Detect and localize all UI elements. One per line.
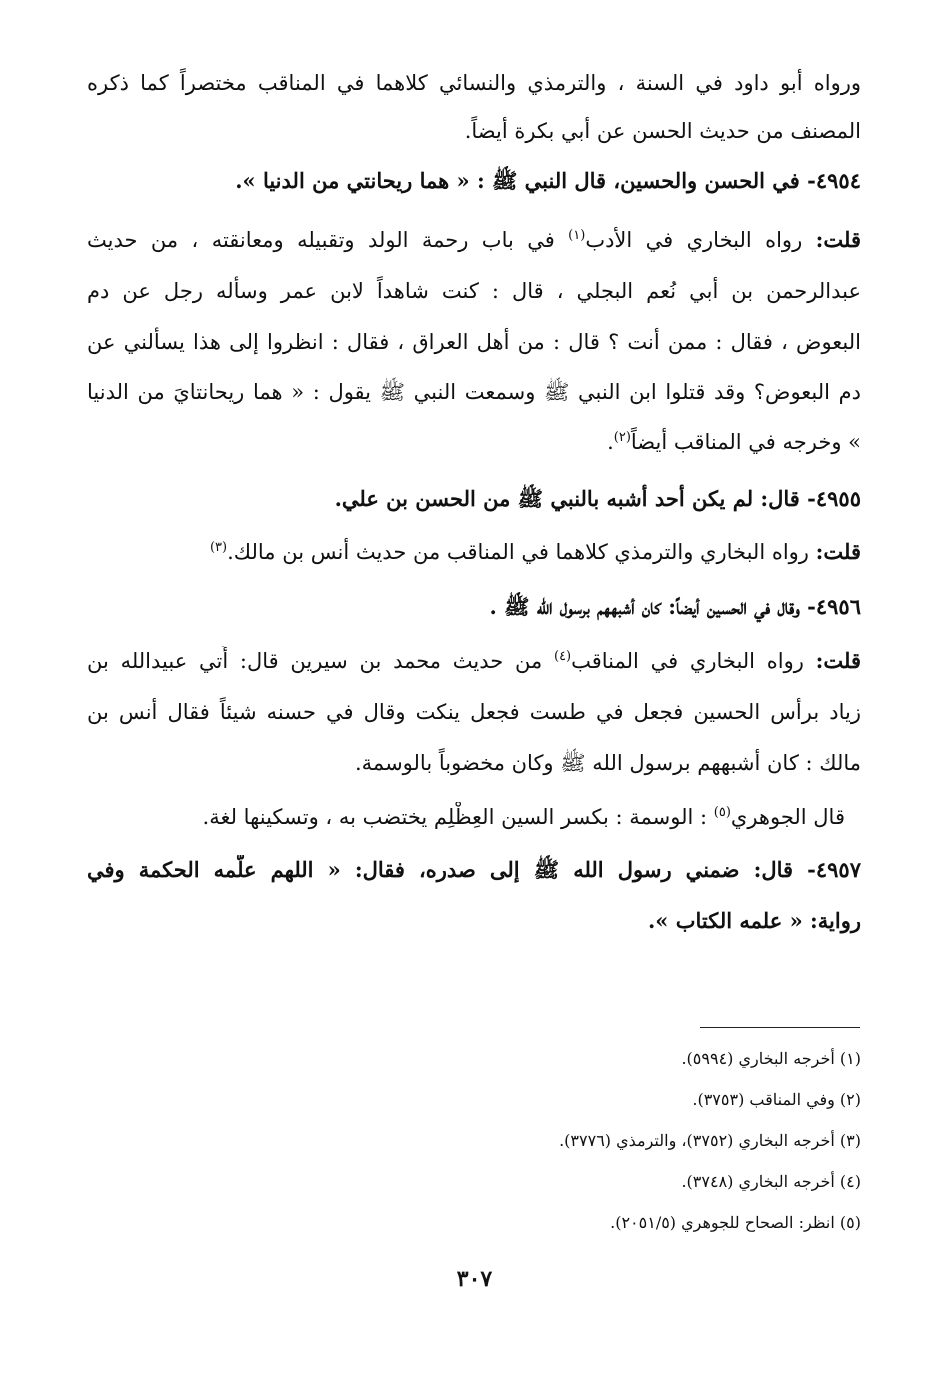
comment-4954-line-1 bbox=[87, 225, 861, 265]
qultu-label: قلت: bbox=[815, 227, 861, 252]
hadith-4957-line-2: رواية: « علمه الكتاب ». bbox=[648, 908, 861, 933]
jawhari-note bbox=[87, 802, 845, 842]
comment-text: رواه البخاري والترمذي كلاهما في المناقب من حديث أنس بن مالك. bbox=[227, 540, 816, 564]
footnote-divider bbox=[700, 1027, 860, 1028]
comment-text: . bbox=[607, 430, 614, 454]
text-line-2: المصنف من حديث الحسن عن أبي بكرة أيضاً. bbox=[464, 119, 861, 143]
comment-4954-line-5 bbox=[87, 427, 861, 467]
footnote-ref-5[interactable]: (٥) bbox=[713, 805, 731, 820]
footnote-ref-2[interactable]: (٢) bbox=[613, 430, 631, 445]
comment-text: من حديث محمد بن سيرين قال: أُتي عبيدالله بن bbox=[87, 649, 554, 673]
comment-4956-line-1 bbox=[87, 646, 861, 686]
hadith-4954-heading: ٤٩٥٤- في الحسن والحسين، قال النبي ﷺ : « هما ريحانتي من الدنيا ». bbox=[235, 168, 861, 193]
footnote-ref-1[interactable]: (١) bbox=[568, 228, 586, 243]
comment-text: رواه البخاري في الأدب bbox=[585, 228, 816, 252]
comment-4954-line-3: البعوض ، فقال : ممن أنت ؟ قال : من أهل العراق ، فقال : انظروا إلى هذا يسألني عن bbox=[87, 330, 861, 354]
footnote-ref-4[interactable]: (٤) bbox=[553, 649, 572, 664]
qultu-label: قلت: bbox=[815, 539, 861, 564]
comment-text: » وخرجه في المناقب أيضاً bbox=[630, 430, 861, 454]
comment-4954-line-2: عبدالرحمن بن أبي نُعم البجلي ، قال : كنت شاهداً لابن عمر وسأله رجل عن دم bbox=[87, 279, 861, 303]
footnote-3: (٣) أخرجه البخاري (٣٧٥٢)، والترمذي (٣٧٧٦). bbox=[559, 1131, 861, 1150]
hadith-4957-heading: ٤٩٥٧- قال: ضمني رسول الله ﷺ إلى صدره، فقال: « اللهم علّمه الحكمة وفي bbox=[87, 857, 861, 882]
comment-text: رواه البخاري في المناقب bbox=[571, 649, 816, 673]
footnote-2: (٢) وفي المناقب (٣٧٥٣). bbox=[692, 1090, 861, 1109]
footnote-5: (٥) انظر: الصحاح للجوهري (٢٠٥١/٥). bbox=[610, 1213, 861, 1232]
comment-4955-line-1 bbox=[87, 537, 861, 577]
footnote-1: (١) أخرجه البخاري (٥٩٩٤). bbox=[681, 1049, 861, 1068]
hadith-4956-heading: ٤٩٥٦- وقال في الحسين أيضاً: كان أشبههم برسول الله ﷺ . bbox=[489, 594, 861, 619]
text-line-1: ورواه أبو داود في السنة ، والترمذي والنسائي كلاهما في المناقب مختصراً كما ذكره bbox=[87, 71, 861, 95]
footnote-ref-3[interactable]: (٣) bbox=[209, 540, 228, 555]
hadith-4955-heading: ٤٩٥٥- قال: لم يكن أحد أشبه بالنبي ﷺ من الحسن بن علي. bbox=[334, 486, 861, 511]
comment-text: في باب رحمة الولد وتقبيله ومعانقته ، من حديث bbox=[87, 228, 569, 252]
page-number: ٣٠٧ bbox=[456, 1266, 493, 1292]
qultu-label: قلت: bbox=[815, 648, 861, 673]
comment-4956-line-2: زياد برأس الحسين فجعل في طست فجعل ينكت وقال في حسنه شيئاً فقال أنس بن bbox=[87, 700, 861, 724]
comment-4956-line-3: مالك : كان أشبههم برسول الله ﷺ وكان مخضوباً بالوسمة. bbox=[355, 751, 861, 775]
comment-4954-line-4: دم البعوض؟ وقد قتلوا ابن النبي ﷺ وسمعت النبي ﷺ يقول : « هما ريحانتايَ من الدنيا bbox=[87, 380, 861, 404]
footnote-4: (٤) أخرجه البخاري (٣٧٤٨). bbox=[681, 1172, 861, 1191]
comment-text: : الوسمة : بكسر السين العِظْلِم يختضب به ، وتسكينها لغة. bbox=[202, 805, 714, 829]
comment-text: قال الجوهري bbox=[730, 805, 845, 829]
